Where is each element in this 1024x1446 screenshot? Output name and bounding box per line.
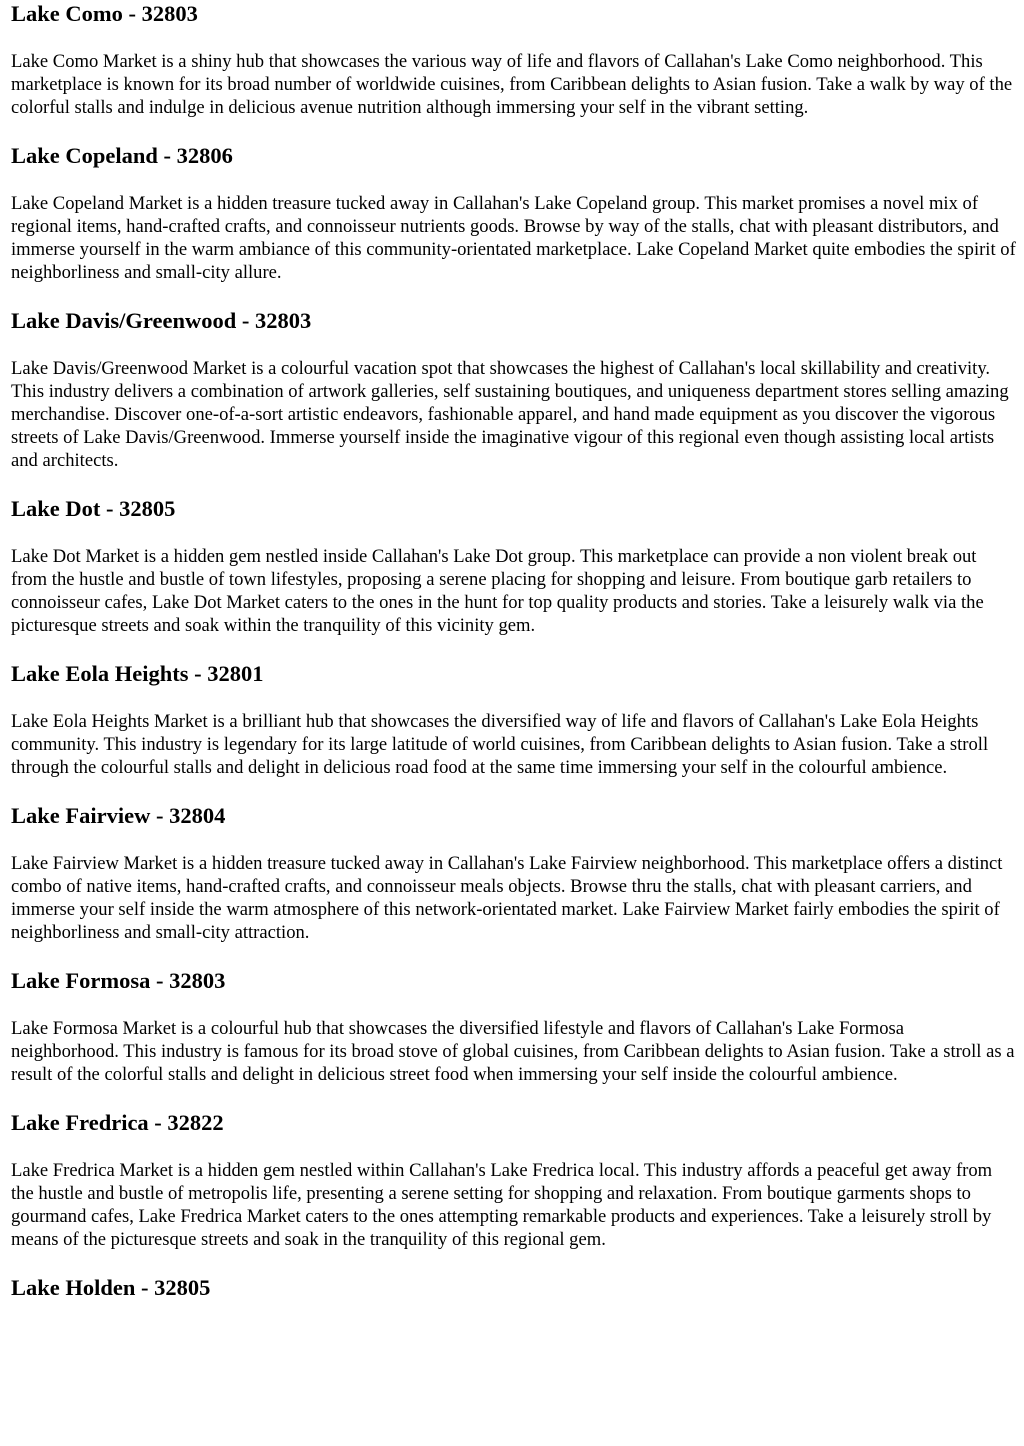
section-lake-davis-greenwood — [11, 307, 1016, 495]
section-body: Lake Eola Heights Market is a brilliant hub that showcases the diversified way of life and flavors of Callahan's Lake Eola Heights community. This industry is legendary for its large latitude of world cuisines, from Caribbean delights to Asian fusion. Take a stroll through the colourful stalls and delight in delicious road food at the same time immersing your self in the colourful ambience. — [11, 711, 989, 778]
section-heading: Lake Dot - 32805 — [11, 496, 176, 521]
section-body: Lake Davis/Greenwood Market is a colourful vacation spot that showcases the highest of Callahan's local skillability and creativity. This industry delivers a combination of artwork galleries, self sustaining boutiques, and uniqueness department stores selling amazing merchandise. Discover one-of-a-sort artistic endeavors, fashionable apparel, and hand made equipment as you discover the vigorous streets of Lake Davis/Greenwood. Immerse yourself inside the imaginative vigour of this regional even though assisting local artists and architects. — [11, 358, 1009, 471]
section-body: Lake Copeland Market is a hidden treasure tucked away in Callahan's Lake Copeland group. This market promises a novel mix of regional items, hand-crafted crafts, and connoisseur nutrients goods. Browse by way of the stalls, chat with pleasant distributors, and immerse yourself in the warm ambiance of this community-orientated marketplace. Lake Copeland Market quite embodies the spirit of neighborliness and small-city allure. — [11, 193, 1016, 283]
section-lake-fairview — [11, 802, 1016, 967]
section-heading: Lake Copeland - 32806 — [11, 143, 233, 168]
section-heading: Lake Formosa - 32803 — [11, 968, 226, 993]
section-lake-eola-heights — [11, 660, 1016, 802]
section-body: Lake Como Market is a shiny hub that showcases the various way of life and flavors of Callahan's Lake Como neighborhood. This marketplace is known for its broad number of worldwide cuisines, from Caribbean delights to Asian fusion. Take a walk by way of the colorful stalls and indulge in delicious avenue nutrition although immersing your self in the vibrant setting. — [11, 51, 1013, 118]
section-lake-holden — [11, 1274, 1016, 1324]
section-lake-fredrica — [11, 1109, 1016, 1274]
section-heading: Lake Eola Heights - 32801 — [11, 661, 264, 686]
section-body: Lake Formosa Market is a colourful hub that showcases the diversified lifestyle and flavors of Callahan's Lake Formosa neighborhood. This industry is famous for its broad stove of global cuisines, from Caribbean delights to Asian fusion. Take a stroll as a result of the colorful stalls and delight in delicious street food when immersing your self inside the colourful ambience. — [11, 1018, 1015, 1085]
section-body: Lake Dot Market is a hidden gem nestled inside Callahan's Lake Dot group. This marketplace can provide a non violent break out from the hustle and bustle of town lifestyles, proposing a serene placing for shopping and leisure. From boutique garb retailers to connoisseur cafes, Lake Dot Market caters to the ones in the hunt for top quality products and stories. Take a leisurely walk via the picturesque streets and soak within the tranquility of this vicinity gem. — [11, 546, 984, 636]
section-body: Lake Fredrica Market is a hidden gem nestled within Callahan's Lake Fredrica local. This industry affords a peaceful get away from the hustle and bustle of metropolis life, presenting a serene setting for shopping and relaxation. From boutique garments shops to gourmand cafes, Lake Fredrica Market caters to the ones attempting remarkable products and experiences. Take a leisurely stroll by means of the picturesque streets and soak in the tranquility of this regional gem. — [11, 1160, 993, 1250]
section-heading: Lake Fairview - 32804 — [11, 803, 226, 828]
section-heading: Lake Davis/Greenwood - 32803 — [11, 308, 312, 333]
section-lake-copeland — [11, 142, 1016, 307]
section-heading: Lake Fredrica - 32822 — [11, 1110, 224, 1135]
section-heading: Lake Como - 32803 — [11, 1, 198, 26]
section-lake-formosa — [11, 967, 1016, 1109]
section-lake-dot — [11, 495, 1016, 660]
section-lake-como — [11, 0, 1016, 142]
section-body: Lake Fairview Market is a hidden treasure tucked away in Callahan's Lake Fairview neighborhood. This marketplace offers a distinct combo of native items, hand-crafted crafts, and connoisseur meals objects. Browse thru the stalls, chat with pleasant carriers, and immerse your self inside the warm atmosphere of this network-orientated market. Lake Fairview Market fairly embodies the spirit of neighborliness and small-city attraction. — [11, 853, 1003, 943]
section-heading: Lake Holden - 32805 — [11, 1275, 211, 1300]
